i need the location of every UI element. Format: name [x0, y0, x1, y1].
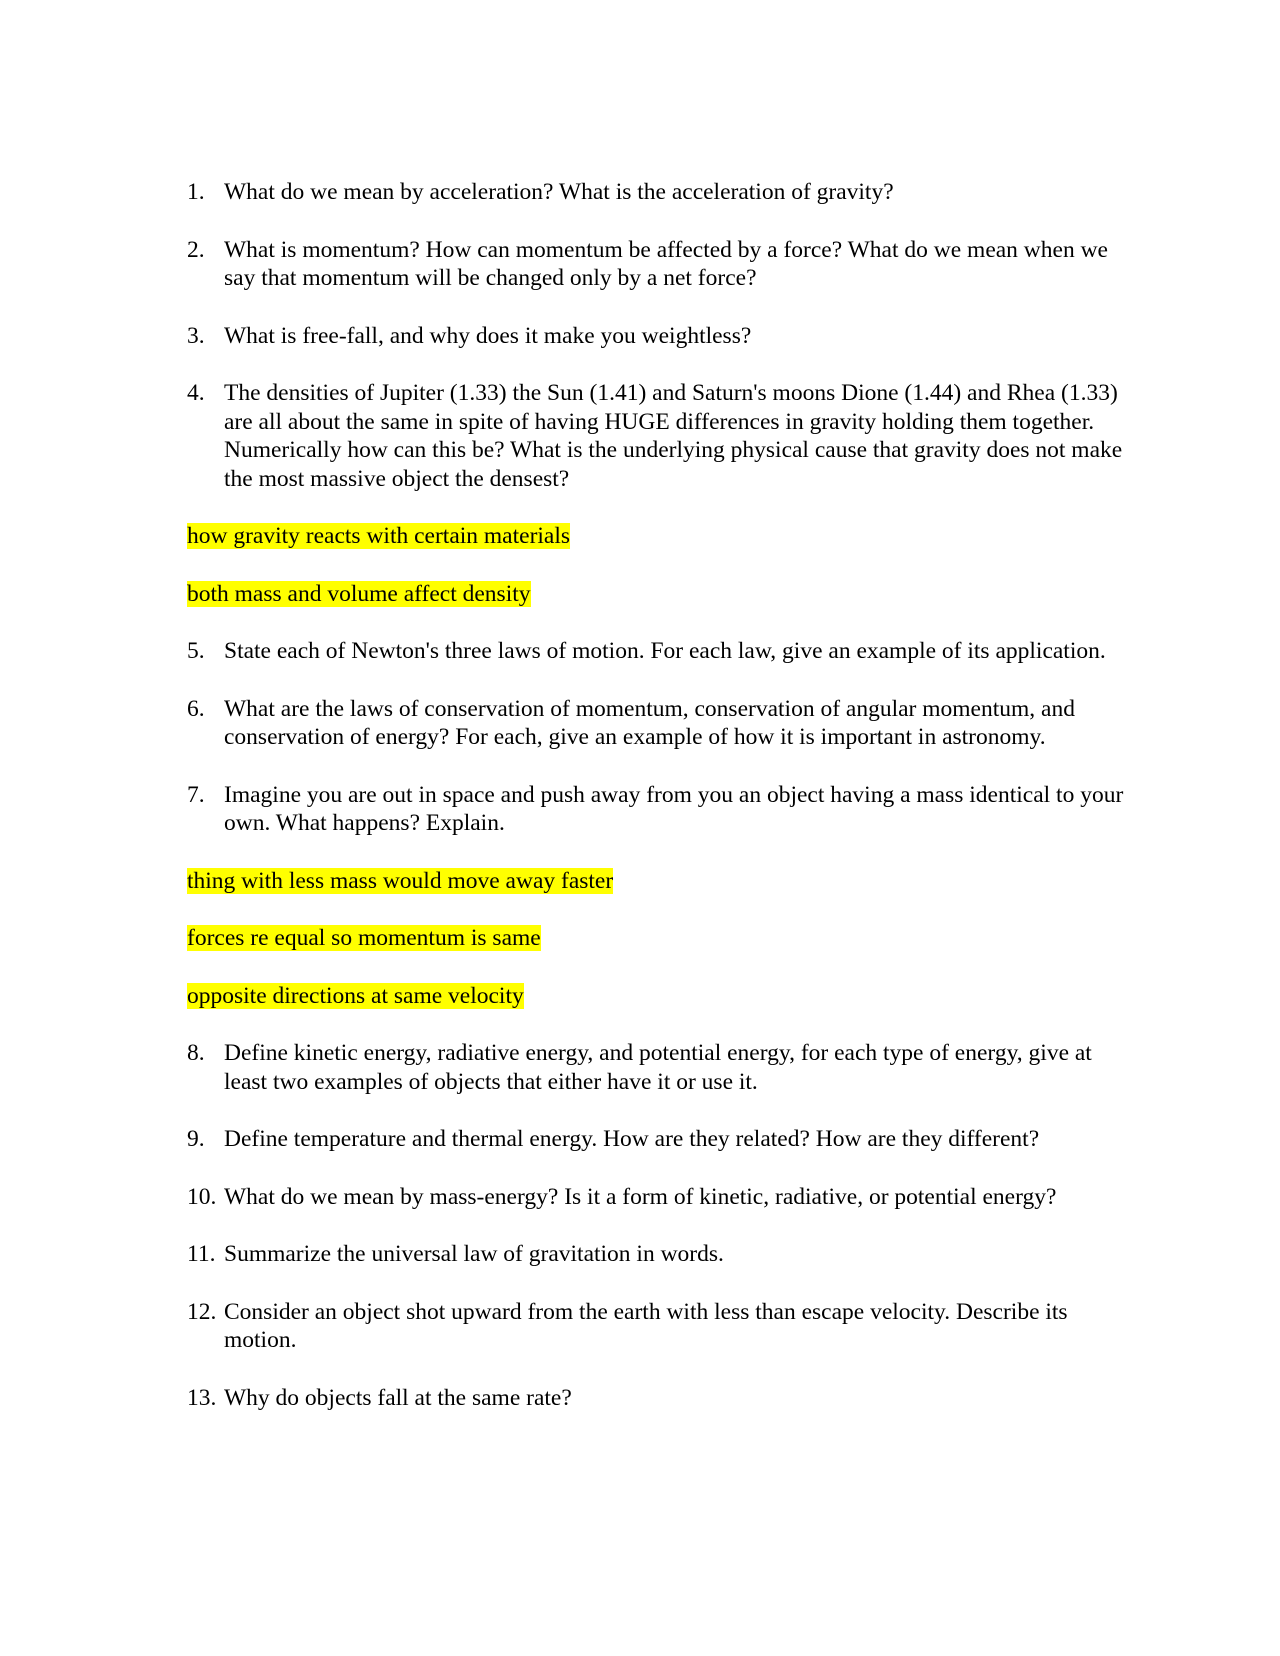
question-number: 1.: [187, 179, 205, 205]
question-item: [187, 1384, 1127, 1413]
question-item: [187, 178, 1127, 207]
question-number: 9.: [187, 1126, 205, 1152]
question-text: Consider an object shot upward from the earth with less than escape velocity. Describe its motion.: [224, 1298, 1068, 1353]
question-number: 6.: [187, 695, 205, 722]
question-item: [187, 322, 1127, 351]
question-item: [187, 379, 1127, 493]
question-item: [187, 781, 1127, 838]
question-text: Why do objects fall at the same rate?: [224, 1384, 572, 1411]
question-number: 12.: [187, 1298, 217, 1325]
question-text: What is momentum? How can momentum be affected by a force? What do we mean when we say that momentum will be changed only by a net force?: [224, 236, 1108, 291]
question-text: What are the laws of conservation of momentum, conservation of angular momentum, and conservation of energy? For each, give an example of how it is important in astronomy.: [224, 695, 1075, 750]
question-number: 7.: [187, 781, 205, 808]
question-item: [187, 637, 1127, 666]
question-text: Define temperature and thermal energy. How are they related? How are they different?: [224, 1126, 1040, 1152]
question-number: 2.: [187, 236, 205, 263]
highlighted-answer-text: opposite directions at same velocity: [187, 982, 524, 1009]
question-number: 13.: [187, 1384, 217, 1411]
question-number: 4.: [187, 380, 205, 406]
highlighted-answer-text: forces re equal so momentum is same: [187, 925, 541, 951]
question-item: [187, 1240, 1127, 1269]
question-item: [187, 1125, 1127, 1154]
question-number: 11.: [187, 1241, 216, 1267]
question-text: Summarize the universal law of gravitation in words.: [224, 1241, 724, 1267]
question-item: [187, 1298, 1127, 1355]
question-item: [187, 1183, 1127, 1212]
question-number: 10.: [187, 1183, 217, 1210]
highlighted-answer-text: how gravity reacts with certain materials: [187, 523, 571, 549]
question-text: Imagine you are out in space and push away from you an object having a mass identical to your own. What happens? Explain.: [224, 781, 1124, 836]
question-item: [187, 695, 1127, 752]
question-text: The densities of Jupiter (1.33) the Sun (1.41) and Saturn's moons Dione (1.44) and Rhea (1.33) are all about the same in spite of having HUGE differences in gravity holding them together. Numerically how can this be? What is the underlying physical cause that gravity does not make the most massive object the densest?: [224, 380, 1123, 492]
answer-item: [187, 924, 1127, 953]
question-item: [187, 1039, 1127, 1096]
answer-item: [187, 982, 1127, 1011]
question-text: What is free-fall, and why does it make you weightless?: [224, 322, 752, 349]
question-text: State each of Newton's three laws of motion. For each law, give an example of its application.: [224, 638, 1106, 664]
highlighted-answer-text: thing with less mass would move away faster: [187, 867, 614, 894]
question-item: [187, 236, 1127, 293]
question-number: 3.: [187, 322, 205, 349]
question-number: 5.: [187, 638, 205, 664]
question-text: What do we mean by acceleration? What is the acceleration of gravity?: [224, 179, 894, 205]
document-body: [187, 178, 1127, 1441]
question-text: Define kinetic energy, radiative energy, and potential energy, for each type of energy, give at least two examples of objects that either have it or use it.: [224, 1040, 1092, 1095]
answer-item: [187, 867, 1127, 896]
answer-item: [187, 580, 1127, 609]
question-text: What do we mean by mass-energy? Is it a form of kinetic, radiative, or potential energy?: [224, 1183, 1057, 1210]
answer-item: [187, 522, 1127, 551]
highlighted-answer-text: both mass and volume affect density: [187, 580, 531, 607]
question-number: 8.: [187, 1040, 205, 1066]
